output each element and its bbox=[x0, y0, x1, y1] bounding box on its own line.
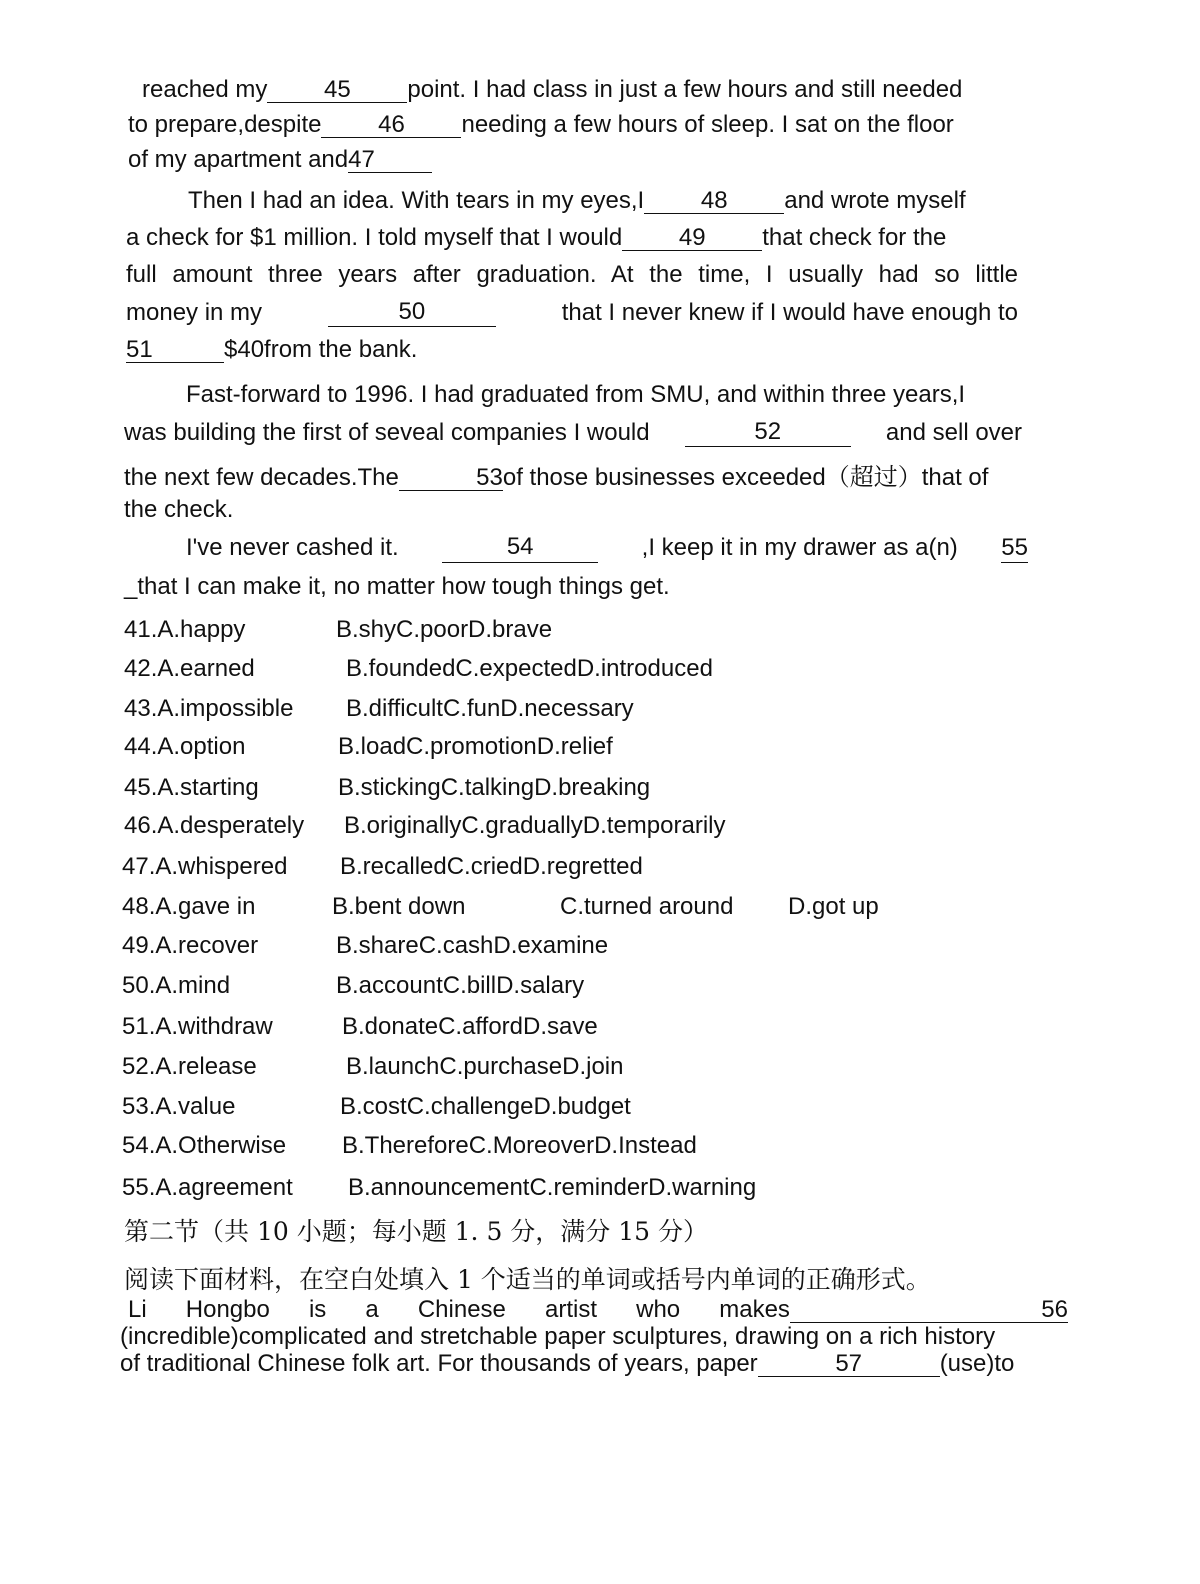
option-row bbox=[124, 655, 713, 683]
passage-line bbox=[126, 336, 417, 364]
option-a: 52.A.release bbox=[122, 1053, 257, 1080]
option-row bbox=[122, 893, 879, 921]
answer-blank bbox=[399, 465, 503, 491]
passage-text: needing a few hours of sleep. I sat on the floor bbox=[461, 111, 954, 138]
option-a: 44.A.option bbox=[124, 733, 246, 760]
word-with-blank bbox=[719, 1296, 1068, 1324]
option-a: 54.A.Otherwise bbox=[122, 1132, 287, 1159]
option-row bbox=[124, 616, 553, 644]
passage-text: that I never knew if I would have enough to bbox=[561, 299, 1018, 326]
answer-blank: 48 bbox=[644, 188, 784, 214]
blank-number: 47 bbox=[348, 146, 375, 173]
section-instruction: 阅读下面材料，在空白处填入 1 个适当的单词或括号内单词的正确形式。 bbox=[124, 1265, 931, 1294]
passage-line bbox=[128, 111, 954, 139]
option-bcd: B.recalledC.criedD.regretted bbox=[340, 853, 643, 880]
option-d: D.got up bbox=[788, 893, 879, 920]
passage-word: who bbox=[636, 1296, 681, 1323]
passage-text: ,I keep it in my drawer as a(n) bbox=[641, 534, 958, 561]
passage-text: that check for the bbox=[762, 224, 947, 251]
option-bcd: B.ThereforeC.MoreoverD.Instead bbox=[342, 1132, 697, 1159]
option-bcd: B.originallyC.graduallyD.temporarily bbox=[344, 812, 726, 839]
passage-text: (use)to bbox=[939, 1350, 1015, 1377]
option-row bbox=[124, 733, 613, 761]
option-row bbox=[122, 1013, 598, 1041]
option-bcd: B.stickingC.talkingD.breaking bbox=[338, 774, 651, 801]
passage-line bbox=[124, 419, 1022, 447]
option-bcd: B.donateC.affordD.save bbox=[342, 1013, 598, 1040]
option-a: 42.A.earned bbox=[124, 655, 255, 682]
option-bcd: B.costC.challengeD.budget bbox=[340, 1093, 631, 1120]
passage-line bbox=[188, 187, 966, 215]
passage-line bbox=[128, 146, 432, 174]
blank-number: 53 bbox=[476, 464, 503, 491]
answer-blank bbox=[348, 147, 432, 173]
passage-text: to prepare,despite bbox=[128, 111, 322, 138]
option-row bbox=[122, 1053, 624, 1081]
passage-word: Hongbo bbox=[185, 1296, 270, 1323]
option-a: 55.A.agreement bbox=[122, 1174, 293, 1201]
option-bcd: B.foundedC.expectedD.introduced bbox=[346, 655, 713, 682]
passage-word: Chinese bbox=[417, 1296, 506, 1323]
passage-text: was building the first of seveal companies I would bbox=[124, 419, 650, 446]
passage-text: reached my bbox=[142, 76, 268, 103]
answer-blank: 50 bbox=[328, 299, 496, 327]
passage-text: and wrote myself bbox=[784, 187, 966, 214]
passage-line bbox=[128, 1296, 1068, 1324]
answer-blank: 52 bbox=[685, 419, 851, 447]
passage-line bbox=[124, 496, 233, 524]
passage-text: of traditional Chinese folk art. For thousands of years, paper bbox=[120, 1350, 758, 1377]
answer-blank: 45 bbox=[267, 77, 407, 103]
option-a: 45.A.starting bbox=[124, 774, 259, 801]
passage-text: of my apartment and bbox=[128, 146, 349, 173]
passage-text: point. I had class in just a few hours and still needed bbox=[407, 76, 963, 103]
passage-text: $40from the bank. bbox=[224, 336, 418, 363]
option-a: 47.A.whispered bbox=[122, 853, 288, 880]
passage-line bbox=[126, 261, 1018, 289]
passage-text: Fast-forward to 1996. I had graduated from SMU, and within three years,I bbox=[186, 381, 966, 408]
option-a: 51.A.withdraw bbox=[122, 1013, 273, 1040]
option-bcd: B.launchC.purchaseD.join bbox=[346, 1053, 624, 1080]
option-c: C.turned around bbox=[560, 893, 734, 920]
passage-text: the check. bbox=[124, 496, 234, 523]
option-bcd: B.difficultC.funD.necessary bbox=[346, 695, 634, 722]
passage-line bbox=[142, 76, 962, 104]
option-bcd: B.shareC.cashD.examine bbox=[336, 932, 609, 959]
section-heading: 第二节（共 10 小题；每小题 1. 5 分，满分 15 分） bbox=[124, 1217, 709, 1246]
answer-blank bbox=[790, 1297, 1068, 1323]
passage-word: is bbox=[308, 1296, 327, 1323]
passage-text: I've never cashed it. bbox=[186, 534, 399, 561]
option-a: 49.A.recover bbox=[122, 932, 259, 959]
passage-word: makes bbox=[719, 1296, 790, 1323]
option-bcd: B.loadC.promotionD.relief bbox=[338, 733, 613, 760]
passage-line bbox=[124, 457, 988, 492]
passage-text: Then I had an idea. With tears in my eyes,I bbox=[188, 187, 645, 214]
answer-blank: 55 bbox=[1001, 534, 1028, 561]
passage-text: and sell over bbox=[885, 419, 1022, 446]
blank-number: 51 bbox=[126, 336, 153, 363]
passage-text: money in my bbox=[126, 299, 263, 326]
option-a: 50.A.mind bbox=[122, 972, 231, 999]
passage-word: a bbox=[365, 1296, 379, 1323]
option-a: 41.A.happy bbox=[124, 616, 246, 643]
blank-number: 56 bbox=[1041, 1296, 1068, 1323]
passage-line bbox=[124, 573, 670, 601]
passage-text: (incredible)complicated and stretchable paper sculptures, drawing on a rich history bbox=[120, 1323, 996, 1350]
answer-blank bbox=[126, 337, 224, 363]
option-row bbox=[122, 1093, 631, 1121]
answer-blank: 57 bbox=[758, 1351, 940, 1377]
passage-line bbox=[186, 534, 1028, 563]
passage-line bbox=[126, 224, 946, 252]
option-b: B.bent down bbox=[332, 893, 466, 920]
option-row bbox=[122, 972, 585, 1000]
passage-text: the next few decades.The bbox=[124, 464, 399, 491]
option-row bbox=[124, 774, 651, 802]
option-a: 43.A.impossible bbox=[124, 695, 294, 722]
answer-blank: 46 bbox=[321, 112, 461, 138]
passage-text: a check for $1 million. I told myself that I would bbox=[126, 224, 623, 251]
option-bcd: B.accountC.billD.salary bbox=[336, 972, 585, 999]
option-row bbox=[124, 812, 726, 840]
option-a: 46.A.desperately bbox=[124, 812, 305, 839]
option-row bbox=[122, 853, 643, 881]
option-a: 53.A.value bbox=[122, 1093, 236, 1120]
option-row bbox=[124, 695, 634, 723]
option-bcd: B.announcementC.reminderD.warning bbox=[348, 1174, 757, 1201]
passage-text: _that I can make it, no matter how tough things get. bbox=[124, 573, 670, 600]
option-row bbox=[122, 1174, 757, 1202]
passage-word: artist bbox=[545, 1296, 598, 1323]
option-row bbox=[122, 932, 609, 960]
answer-blank: 54 bbox=[442, 534, 598, 563]
passage-text: full amount three years after graduation. At the time, I usually had so little bbox=[126, 261, 1018, 288]
option-bcd: B.shyC.poorD.brave bbox=[336, 616, 553, 643]
option-row bbox=[122, 1132, 697, 1160]
passage-line bbox=[120, 1323, 995, 1351]
passage-line bbox=[126, 299, 1018, 327]
option-a: 48.A.gave in bbox=[122, 893, 256, 920]
passage-word: Li bbox=[128, 1296, 147, 1323]
passage-text: of those businesses exceeded（超过）that of bbox=[502, 464, 989, 491]
passage-line bbox=[186, 381, 965, 409]
passage-line bbox=[120, 1350, 1014, 1378]
answer-blank: 49 bbox=[622, 225, 762, 251]
